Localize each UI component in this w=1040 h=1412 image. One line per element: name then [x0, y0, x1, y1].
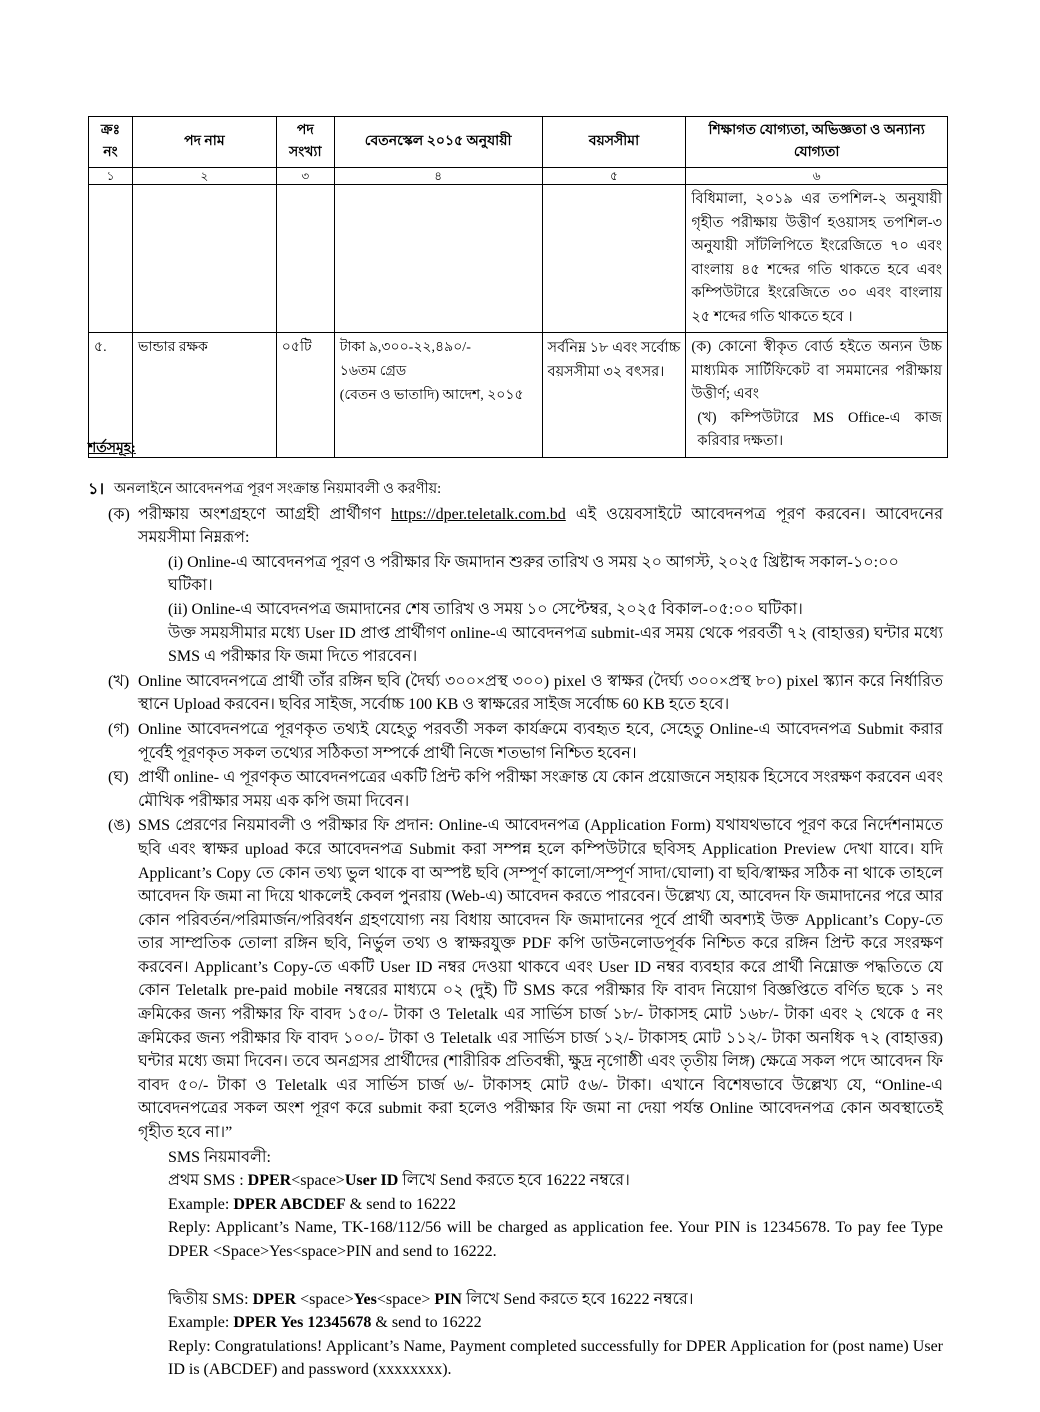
item-label: (গ): [108, 720, 130, 738]
section-title: অনলাইনে আবেদনপত্র পূরণ সংক্রান্ত নিয়মাবলী ও করণীয়:: [114, 481, 442, 497]
qualification-b: (খ) কম্পিউটারে MS Office-এ কাজ করিবার দক্ষতা।: [697, 409, 942, 449]
sms-first-example: Example: DPER ABCDEF & send to 16222: [168, 1195, 456, 1213]
row-serial: ৫.: [89, 333, 133, 458]
deadline-end: (ii) Online-এ আবেদনপত্র জমাদানের শেষ তারিখ ও সময় ১০ সেপ্টেম্বর, ২০২৫ বিকাল-০৫:০০ ঘটিকা।: [168, 600, 803, 618]
sms-rules: [88, 1146, 943, 1382]
header-age-limit: বয়সসীমা: [542, 117, 686, 168]
pay-amount: টাকা ৯,৩০০-২২,৪৯০/-: [339, 340, 471, 355]
row-qualification: [686, 333, 948, 458]
table-row: [89, 185, 948, 333]
list-item-uma: (ঙ) SMS প্রেরণের নিয়মাবলী ও পরীক্ষার ফি প্রদান: Online-এ আবেদনপত্র (Application Form) যথাযথভাবে পূরণ করে নির্দেশনামতে ছবি এবং স্বাক্ষর upload করে আবেদনপত্র Submit করা সম্পন্ন হলে কম্পিউটারে ছবিসহ Application Preview দেখা যাবে। যদি Applicant’s Copy তে কোন তথ্য ভুল থাকে বা অস্পষ্ট ছবি (সম্পূর্ণ কালো/সম্পূর্ণ সাদা/ঘোলা) বা ছবি/স্বাক্ষর সঠিক না থাকে তাহলে আবেদন ফি জমা না দিয়ে থাকলেই কেবল পুনরায় (Web-এ) আবেদন করতে পারবেন। উল্লেখ্য যে, আবেদন ফি জমাদানের পরে আর কোন পরিবর্তন/পরিমার্জন/পরিবর্ধন গ্রহণযোগ্য নয় বিধায় আবেদন ফি জমাদানের পূর্বে প্রার্থী অবশ্যই উক্ত Applicant’s Copy-তে তার সাম্প্রতিক তোলা রঙ্গিন ছবি, নির্ভুল তথ্য ও স্বাক্ষরযুক্ত PDF কপি ডাউনলোডপূর্বক নিশ্চিত করে রঙ্গিন প্রিন্ট করে সংরক্ষণ করবেন। Applicant’s Copy-তে একটি User ID নম্বর দেওয়া থাকবে এবং User ID নম্বর ব্যবহার করে প্রার্থী নিম্নোক্ত পদ্ধতিতে যে কোন Teletalk pre-paid mobile নম্বরের মাধ্যমে ০২ (দুই) টি SMS করে পরীক্ষার ফি বাবদ নিয়োগ বিজ্ঞপ্তিতে বর্ণিত ছকে ১ নং ক্রমিকের জন্য পরীক্ষার ফি বাবদ ১৫০/- টাকা ও Teletalk এর সার্ভিস চার্জ ১৮/- টাকাসহ মোট ১৬৮/- টাকা এবং ২ থেকে ৫ নং ক্রমিকের জন্য পরীক্ষার ফি বাবদ ১০০/- টাকা ও Teletalk এর সার্ভিস চার্জ ১২/- টাকাসহ মোট ১১২/- টাকা অনধিক ৭২ (বাহাত্তর) ঘন্টার মধ্যে জমা দিবেন। তবে অনগ্রসর প্রার্থীদের (শারীরিক প্রতিবন্ধী, ক্ষুদ্র নৃগোষ্ঠী এবং তৃতীয় লিঙ্গ) ক্ষেত্রে সকল পদে আবেদন ফি বাবদ ৫০/- টাকা ও Teletalk এর সার্ভিস চার্জ ৬/- টাকাসহ মোট ৫৬/- টাকা। এখানে বিশেষভাবে উল্লেখ্য যে, “Online-এ আবেদনপত্রের সকল অংশ পূরণ করে submit করা হলেও পরীক্ষার ফি জমা না দেয়া পর্যন্ত Online আবেদনপত্র কোন অবস্থাতেই গৃহীত হবে না।”: [88, 814, 943, 1144]
pay-order: (বেতন ও ভাতাদি) আদেশ, ২০১৫: [339, 388, 524, 403]
item-label: (ঙ): [108, 817, 131, 835]
conditions-heading: শর্তসমূহ:: [88, 441, 136, 456]
section-number: ১।: [88, 481, 105, 498]
item-label: (খ): [108, 672, 130, 690]
sms-heading: SMS নিয়মাবলী:: [168, 1148, 271, 1166]
posts-table: [88, 116, 948, 458]
header-post-count: পদ সংখ্যা: [276, 117, 334, 168]
table-row: [89, 333, 948, 458]
row-post-count: ০৫টি: [276, 333, 334, 458]
column-number: ১: [89, 168, 133, 185]
teletalk-link[interactable]: https://dper.teletalk.com.bd: [391, 505, 566, 523]
instructions-body: [88, 478, 943, 1382]
deadline-note: উক্ত সময়সীমার মধ্যে User ID প্রাপ্ত প্রার্থীগণ online-এ আবেদনপত্র submit-এর সময় থেকে পরবর্তী ৭২ (বাহাত্তর) ঘন্টার মধ্যে SMS এ পরীক্ষার ফি জমা দিতে পারবেন।: [168, 624, 943, 666]
sms-first-instruction: প্রথম SMS : DPER<space>User ID লিখে Send করতে হবে 16222 নম্বরে।: [168, 1172, 630, 1190]
column-number: ৫: [542, 168, 686, 185]
pay-grade: ১৬তম গ্রেড: [339, 364, 407, 379]
header-pay-scale: বেতনস্কেল ২০১৫ অনুযায়ী: [334, 117, 542, 168]
table-header-row: [89, 117, 948, 168]
list-item-kha: (খ) Online আবেদনপত্রে প্রার্থী তাঁর রঙ্গিন ছবি (দৈর্ঘ্য ৩০০×প্রস্থ ৩০০) pixel ও স্বাক্ষর (দৈর্ঘ্য ৩০০×প্রস্থ ৮০) pixel স্ক্যান করে নির্ধারিত স্থানে Upload করবেন। ছবির সাইজ, সর্বোচ্চ 100 KB ও স্বাক্ষরের সাইজ সর্বোচ্চ 60 KB হতে হবে।: [88, 670, 943, 717]
item-label: (ক): [108, 505, 130, 523]
list-item-ka: (ক) পরীক্ষায় অংশগ্রহণে আগ্রহী প্রার্থীগণ https://dper.teletalk.com.bd এই ওয়েবসাইটে আবেদনপত্র পূরণ করবেন। আবেদনের সময়সীমা নিম্নরূপ:: [88, 503, 943, 550]
sms-second-instruction: দ্বিতীয় SMS: DPER <space>Yes<space> PIN লিখে Send করতে হবে 16222 নম্বরে।: [168, 1290, 694, 1308]
column-number-row: [89, 168, 948, 185]
column-number: ৪: [334, 168, 542, 185]
header-post-name: পদ নাম: [132, 117, 276, 168]
column-number: ৩: [276, 168, 334, 185]
sms-second-reply: Reply: Congratulations! Applicant’s Name, Payment completed successfully for DPER Application for (post name) User ID is (ABCDEF) and password (xxxxxxxx).: [168, 1337, 943, 1379]
sms-second-example: Example: DPER Yes 12345678 & send to 16222: [168, 1314, 482, 1332]
row-pay-scale: [334, 333, 542, 458]
header-qualification: শিক্ষাগত যোগ্যতা, অভিজ্ঞতা ও অন্যান্য যোগ্যতা: [686, 117, 948, 168]
sms-first-reply: Reply: Applicant’s Name, TK-168/112/56 will be charged as application fee. Your PIN is 12345678. To pay fee Type DPER <Space>Yes<space>PIN and send to 16222.: [168, 1219, 943, 1260]
list-item-ga: (গ) Online আবেদনপত্রে পূরণকৃত তথ্যই যেহেতু পরবর্তী সকল কার্যক্রমে ব্যবহৃত হবে, সেহেতু Online-এ আবেদনপত্র Submit করার পূর্বেই পূরণকৃত সকল তথ্যের সঠিকতা সম্পর্কে প্রার্থী নিজে শতভাগ নিশ্চিত হবেন।: [88, 718, 943, 765]
item-label: (ঘ): [108, 769, 129, 787]
section-1-title: [88, 478, 943, 502]
deadline-start: (i) Online-এ আবেদনপত্র পূরণ ও পরীক্ষার ফি জমাদান শুরুর তারিখ ও সময় ২০ আগস্ট, ২০২৫ খ্রিষ্টাব্দ সকাল-১০:০০ ঘটিকা।: [168, 553, 899, 595]
continuation-qualification: বিধিমালা, ২০১৯ এর তপশিল-২ অনুযায়ী গৃহীত পরীক্ষায় উত্তীর্ণ হওয়াসহ তপশিল-৩ অনুযায়ী সাঁটলিপিতে ইংরেজিতে ৭০ এবং বাংলায় ৪৫ শব্দের গতি থাকতে হবে এবং কম্পিউটারে ইংরেজিতে ৩০ এবং বাংলায় ২৫ শব্দের গতি থাকতে হবে ।: [686, 185, 948, 333]
list-item-gha: (ঘ) প্রার্থী online- এ পূরণকৃত আবেদনপত্রের একটি প্রিন্ট কপি পরীক্ষা সংক্রান্ত যে কোন প্রয়োজনে সহায়ক হিসেবে সংরক্ষণ করবেন এবং মৌখিক পরীক্ষার সময় এক কপি জমা দিবেন।: [88, 766, 943, 813]
qualification-a: (ক) কোনো স্বীকৃত বোর্ড হইতে অন্যন উচ্চ মাধ্যমিক সার্টিফিকেট বা সমমানের পরীক্ষায় উত্তীর্ণ; এবং: [691, 339, 942, 402]
column-number: ২: [132, 168, 276, 185]
header-serial: ক্রঃ নং: [89, 117, 133, 168]
row-post-name: ভান্ডার রক্ষক: [132, 333, 276, 458]
column-number: ৬: [686, 168, 948, 185]
row-age-limit: সর্বনিম্ন ১৮ এবং সর্বোচ্চ বয়সসীমা ৩২ বৎসর।: [542, 333, 686, 458]
